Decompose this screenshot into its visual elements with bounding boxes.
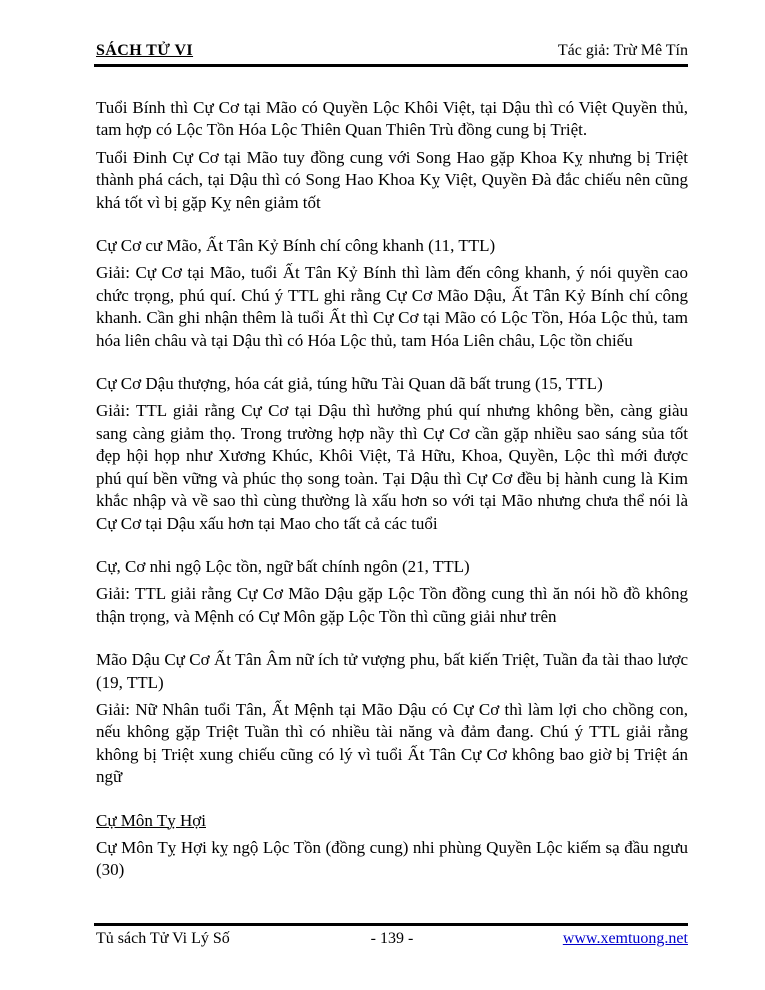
book-title: SÁCH TỬ VI [96, 42, 194, 59]
rule-30-text: Cự Môn Tỵ Hợi kỵ ngộ Lộc Tồn (đồng cung) nhi phùng Quyền Lộc kiếm sạ đầu ngưu (30) [96, 837, 688, 880]
section-gap [96, 633, 688, 649]
page-footer [96, 930, 688, 948]
rule-19-title: Mão Dậu Cự Cơ Ất Tân Âm nữ ích tử vượng phu, bất kiến Triệt, Tuần đa tài thao lược (19, TTL) [96, 650, 688, 692]
header-rule [94, 64, 688, 67]
author-credit: Tác giả: Trừ Mê Tín [557, 42, 688, 59]
footer-series-title: Tủ sách Tử Vi Lý Số [96, 930, 230, 947]
page-number: - 139 - [370, 930, 414, 947]
section-gap [96, 540, 688, 556]
section-gap [96, 219, 688, 235]
footer-website-link[interactable]: www.xemtuong.net [562, 930, 688, 947]
rule-11-title: Cự Cơ cư Mão, Ất Tân Kỷ Bính chí công khanh (11, TTL) [96, 236, 496, 256]
rule-21-title: Cự, Cơ nhi ngộ Lộc tồn, ngữ bất chính ngôn (21, TTL) [96, 556, 470, 576]
rule-15-explanation: Giải: TTL giải rằng Cự Cơ tại Dậu thì hưởng phú quí nhưng không bền, càng giàu sang càng giảm thọ. Trong trường hợp nầy thì Cự Cơ cần gặp nhiều sao sáng sủa tốt đẹp hội họp như Xương Khúc, Khôi Việt, Tả Hữu, Khoa, Quyền, Lộc thì mới được phú quí bền vững và phúc thọ song toàn. Tại Dậu thì Cự Cơ đều bị hành cung là Kim khắc nhập và về sao thì cùng thường là xấu hơn so với tại Mão nhưng chưa thể nói là Cự Cơ tại Dậu xấu hơn tại Mao cho tất cả các tuổi [96, 401, 688, 533]
page-header [96, 42, 688, 60]
footer-rule [94, 923, 688, 926]
rule-19-explanation: Giải: Nữ Nhân tuổi Tân, Ất Mệnh tại Mão Dậu có Cự Cơ thì làm lợi cho chồng con, nếu không gặp Triệt Tuần thì có nhiều tài năng và đảm đang. Chú ý TTL giải rằng không bị Triệt xung chiếu cũng có lý vì tuổi Ất Tân Cự Cơ không bao giờ bị Triệt án ngữ [96, 699, 688, 787]
page-body [96, 97, 688, 887]
intro-paragraph-2: Tuổi Đinh Cự Cơ tại Mão tuy đồng cung với Song Hao gặp Khoa Kỵ nhưng bị Triệt thành phá cách, tại Dậu thì có Song Hao Khoa Kỵ Việt, Quyền Đà đắc chiếu nên cũng khá tốt vì bị gặp Kỵ nên giảm tốt [96, 147, 688, 212]
section-heading-cu-mon-ty-hoi: Cự Môn Tỵ Hợi [96, 810, 206, 830]
rule-11-explanation: Giải: Cự Cơ tại Mão, tuổi Ất Tân Kỷ Bính thì làm đến công khanh, ý nói quyền cao chức trọng, phú quí. Chú ý TTL ghi rằng Cự Cơ Mão Dậu, Ất Tân Kỷ Bính chí công khanh. Cần ghi nhận thêm là tuổi Ất thì Cự Cơ tại Mão có Lộc Tồn, Hóa Lộc thủ, tam hóa liên châu và tại Dậu thì có Hóa Lộc thủ, tam Hóa Liên châu, Lộc tồn chiếu [96, 263, 688, 350]
intro-paragraph-1: Tuổi Bính thì Cự Cơ tại Mão có Quyền Lộc Khôi Việt, tại Dậu thì có Việt Quyền thủ, tam hợp có Lộc Tồn Hóa Lộc Thiên Quan Thiên Trù đồng cung bị Triệt. [96, 98, 688, 140]
section-gap [96, 357, 688, 373]
section-gap [96, 794, 688, 810]
rule-15-title: Cự Cơ Dậu thượng, hóa cát giả, túng hữu Tài Quan dã bất trung (15, TTL) [96, 374, 603, 394]
rule-21-explanation: Giải: TTL giải rằng Cự Cơ Mão Dậu gặp Lộc Tồn đồng cung thì ăn nói hồ đồ không thận trọng, và Mệnh có Cự Môn gặp Lộc Tồn thì cũng giải như trên [96, 584, 688, 626]
